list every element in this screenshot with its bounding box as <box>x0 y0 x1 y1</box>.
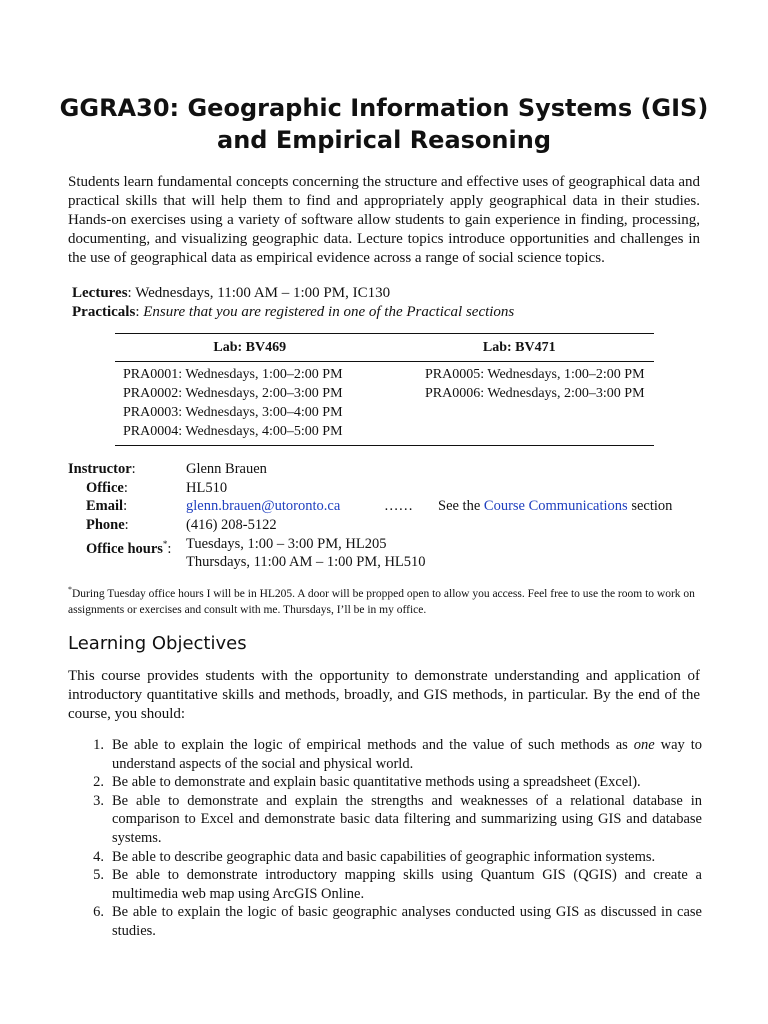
lab-section: PRA0004: Wednesdays, 4:00–5:00 PM <box>123 424 343 439</box>
title-line-1: GGRA30: Geographic Information Systems (GIS) <box>59 94 709 122</box>
practicals-line <box>72 303 514 322</box>
practicals-label: Practicals <box>72 304 136 320</box>
lab-table-header <box>115 334 654 362</box>
learning-objectives-intro: This course provides students with the opportunity to demonstrate understanding and application of introductory quantitative skills and methods, broadly, and GIS methods, in particular. By the end of the course, you should: <box>68 668 700 722</box>
lab-column-bv471 <box>418 365 645 441</box>
course-communications-link[interactable]: Course Communications <box>483 498 628 515</box>
lab-section: PRA0003: Wednesdays, 3:00–4:00 PM <box>123 405 343 420</box>
objectives-list <box>68 736 702 941</box>
lab-table-body <box>115 362 654 445</box>
instructor-block <box>68 460 673 572</box>
title-line-2: and Empirical Reasoning <box>217 126 551 154</box>
leader-dots: …… <box>384 498 413 515</box>
page-title <box>0 92 768 156</box>
instructor-label: Instructor <box>68 461 132 477</box>
schedule-block <box>72 284 514 322</box>
office-hours-footnote: *During Tuesday office hours I will be in HL205. A door will be propped open to allow you access. Feel free to use the room to work on assignments or exercises and consult with me. Thursdays, I’ll be in my office. <box>68 585 695 616</box>
office-row: Office: HL510 <box>86 479 228 496</box>
email-link[interactable]: glenn.brauen@utoronto.ca <box>186 498 341 515</box>
email-row: Email: glenn.brauen@utoronto.ca …… See the Course Communications section <box>86 498 673 515</box>
email-label: Email <box>86 498 124 515</box>
phone-value: (416) 208-5122 <box>186 517 277 534</box>
list-item: 6. Be able to explain the logic of basic geographic analyses conducted using GIS as discussed in case studies. <box>93 904 702 939</box>
office-hours-row-2 <box>68 553 426 572</box>
office-hours-1: Tuesdays, 1:00 – 3:00 PM, HL205 <box>186 535 387 552</box>
office-value: HL510 <box>186 479 228 496</box>
lab-header-bv469: Lab: BV469 <box>213 340 287 355</box>
lectures-label: Lectures <box>72 285 128 301</box>
list-item: 1. Be able to explain the logic of empirical methods and the value of such methods as one way to understand aspects of the social and physical world. <box>93 737 703 772</box>
office-hours-row: Office hours*: Tuesdays, 1:00 – 3:00 PM, HL205 <box>86 535 387 557</box>
lab-header-bv471: Lab: BV471 <box>482 340 556 355</box>
course-description: Students learn fundamental concepts concerning the structure and effective uses of geographical data and practical skills that will help them to find and appropriately apply geographical data in their studies. Hands-on exercises using a variety of software allow students to gain experience in finding, processing, documenting, and visualizing geographic data. Lecture topics introduce opportunities and challenges in the use of geographical data as empirical evidence across a range of social science topics. <box>68 174 700 266</box>
phone-label: Phone <box>86 517 125 534</box>
list-item: 2. Be able to demonstrate and explain basic quantitative methods using a spreadsheet (Excel). <box>93 774 641 791</box>
office-hours-2: Thursdays, 11:00 AM – 1:00 PM, HL510 <box>186 554 426 571</box>
lab-section: PRA0002: Wednesdays, 2:00–3:00 PM <box>123 386 343 401</box>
practicals-value: Ensure that you are registered in one of the Practical sections <box>143 304 515 320</box>
instructor-name: Glenn Brauen <box>186 461 267 477</box>
office-hours-label: Office hours <box>86 540 163 557</box>
list-item: 4. Be able to describe geographic data and basic capabilities of geographic information systems. <box>93 848 656 865</box>
lab-table <box>115 333 654 446</box>
lectures-line <box>72 284 514 303</box>
learning-objectives-heading: Learning Objectives <box>68 633 247 654</box>
lab-column-bv469 <box>115 365 418 441</box>
lab-section: PRA0001: Wednesdays, 1:00–2:00 PM <box>123 367 343 382</box>
lectures-value: : Wednesdays, 11:00 AM – 1:00 PM, IC130 <box>127 285 391 301</box>
practicals-sep: : <box>135 304 144 320</box>
lab-section: PRA0005: Wednesdays, 1:00–2:00 PM <box>425 367 645 382</box>
communications-note: See the Course Communications section <box>438 498 673 515</box>
phone-row: Phone: (416) 208-5122 <box>86 517 277 534</box>
list-item: 3. Be able to demonstrate and explain the strengths and weaknesses of a relational database in comparison to Excel and demonstrate basic data filtering and summarizing using GIS and database systems. <box>93 792 702 846</box>
lab-section: PRA0006: Wednesdays, 2:00–3:00 PM <box>425 386 645 401</box>
instructor-row: Instructor: Glenn Brauen <box>68 461 267 477</box>
list-item: 5. Be able to demonstrate introductory mapping skills using Quantum GIS (QGIS) and create a multimedia web map using ArcGIS Online. <box>93 867 702 902</box>
office-label: Office <box>86 479 124 496</box>
